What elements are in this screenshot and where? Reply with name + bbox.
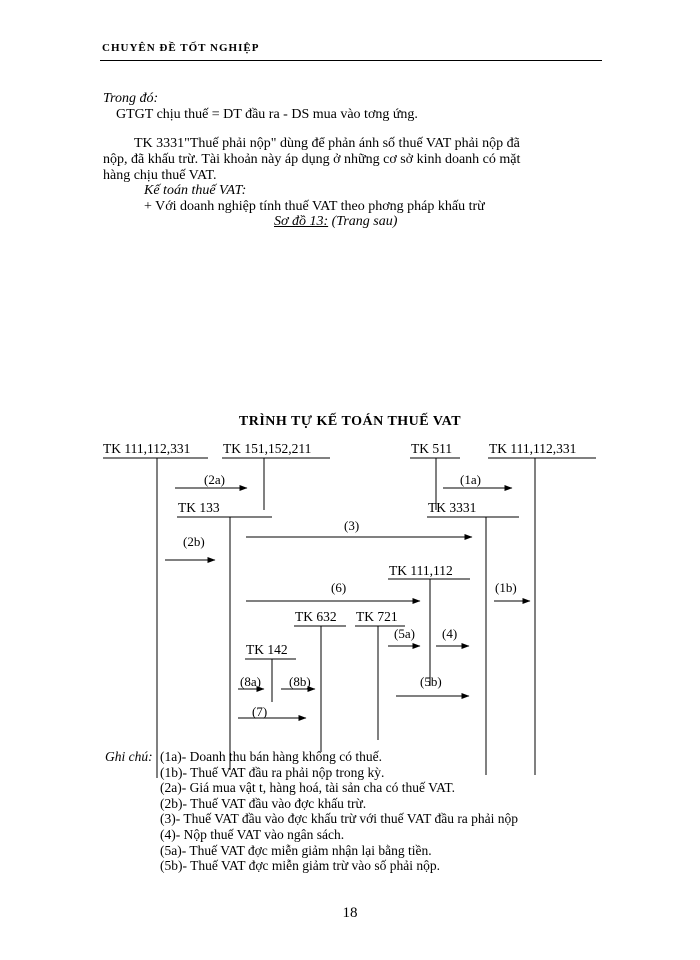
tk133-label: TK 133	[178, 500, 220, 515]
where-label: Trong đó:	[103, 91, 159, 106]
page-number: 18	[342, 905, 358, 921]
flow-label-4: (4)	[442, 626, 458, 641]
header-title: CHUYÊN ĐỀ TỐT NGHIỆP	[102, 42, 260, 54]
diagram-title: TRÌNH TỰ KẾ TOÁN THUẾ VAT	[238, 414, 462, 429]
accounting-label: Kế toán thuế VAT:	[144, 183, 247, 198]
tk721-label: TK 721	[356, 609, 398, 624]
tk151-label: TK 151,152,211	[223, 441, 312, 456]
flow-label-1a: (1a)	[460, 472, 481, 487]
note-item: (1a)- Doanh thu bán hàng không có thuế.	[160, 749, 382, 764]
flow-label-7: (7)	[252, 704, 268, 719]
diagram-ref-note: (Trang sau)	[328, 214, 398, 229]
para1-line1: TK 3331"Thuế phải nộp" dùng để phản ánh số thuế VAT phải nộp đã	[134, 136, 520, 151]
flow-label-8b: (8b)	[289, 674, 311, 689]
flow-label-1b: (1b)	[495, 580, 517, 595]
flow-label-8a: (8a)	[240, 674, 261, 689]
note-item: (2a)- Giá mua vật t, hàng hoá, tài sản cha có thuế VAT.	[160, 780, 456, 795]
tk511-label: TK 511	[411, 441, 453, 456]
notes-label: Ghi chú:	[105, 749, 153, 764]
diagram-ref-label: Sơ đồ 13:	[274, 214, 329, 229]
flow-label-2b: (2b)	[183, 534, 205, 549]
note-item: (1b)- Thuế VAT đầu ra phải nộp trong kỳ.	[160, 765, 385, 780]
flow-label-5b: (5b)	[420, 674, 442, 689]
note-item: (5a)- Thuế VAT đợc miễn giảm nhận lại bằng tiền.	[160, 843, 432, 858]
tk111112-label: TK 111,112	[389, 563, 453, 578]
note-item: (2b)- Thuế VAT đầu vào đợc khấu trừ.	[160, 796, 367, 811]
note-item: (4)- Nộp thuế VAT vào ngân sách.	[160, 827, 345, 842]
method-line: + Với doanh nghiệp tính thuế VAT theo phơng pháp khấu trừ	[144, 199, 485, 214]
tk142-label: TK 142	[246, 642, 288, 657]
flow-label-5a: (5a)	[394, 626, 415, 641]
note-item: (3)- Thuế VAT đầu vào đợc khấu trừ với thuế VAT đầu ra phải nộp	[160, 811, 519, 826]
tk3331-label: TK 3331	[428, 500, 477, 515]
tk111-right-label: TK 111,112,331	[489, 441, 577, 456]
para1-line2: nộp, đã khấu trừ. Tài khoản này áp dụng ở những cơ sở kinh doanh có mặt	[103, 152, 521, 167]
flow-label-2a: (2a)	[204, 472, 225, 487]
tk632-label: TK 632	[295, 609, 337, 624]
flow-label-3: (3)	[344, 518, 360, 533]
tk111-left-label: TK 111,112,331	[103, 441, 191, 456]
formula-line: GTGT chịu thuế = DT đầu ra - DS mua vào tơng ứng.	[116, 107, 418, 122]
note-item: (5b)- Thuế VAT đợc miễn giảm trừ vào số phải nộp.	[160, 858, 441, 873]
flow-label-6: (6)	[331, 580, 347, 595]
para1-line3: hàng chịu thuế VAT.	[103, 168, 217, 183]
